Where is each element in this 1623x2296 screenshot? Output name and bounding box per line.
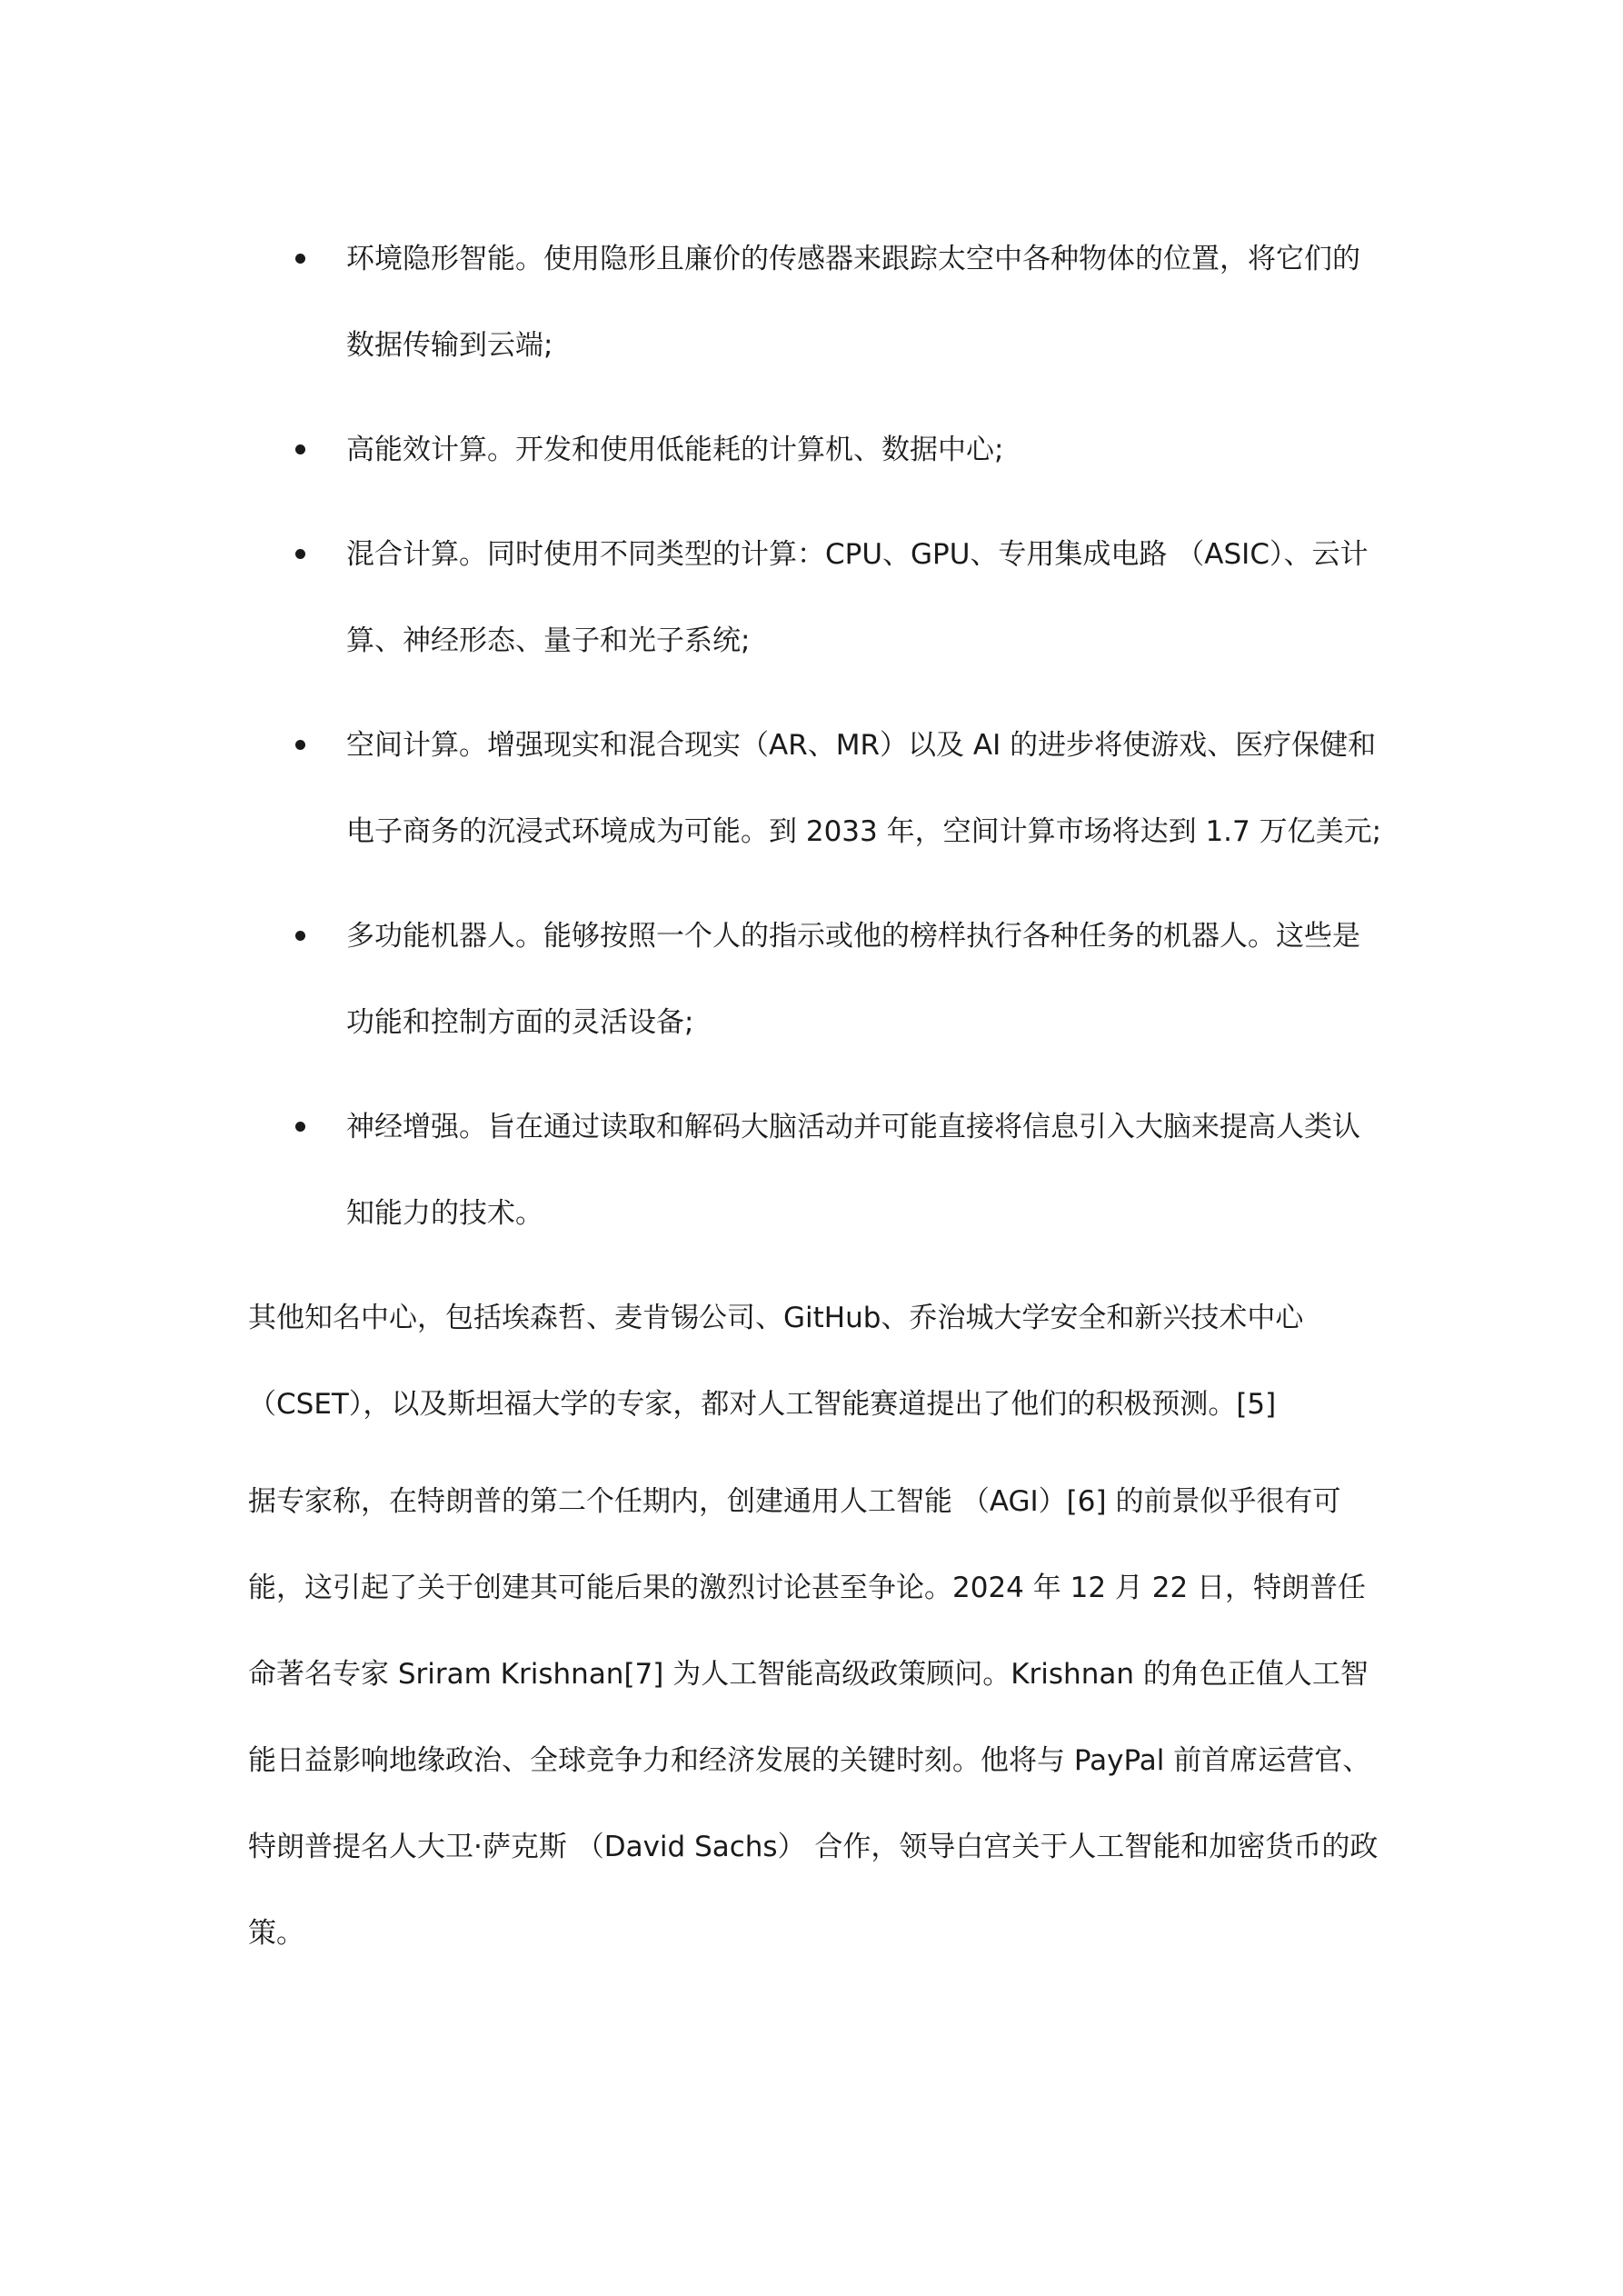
bullet-dot-icon xyxy=(295,549,305,559)
page-content xyxy=(248,216,1393,1988)
list-item xyxy=(346,893,1393,1066)
paragraph-expert-centers: 其他知名中心，包括埃森哲、麦肯锡公司、GitHub、乔治城大学安全和新兴技术中心（CSET），以及斯坦福大学的专家，都对人工智能赛道提出了他们的积极预测。[5] xyxy=(248,1302,1304,1421)
list-item xyxy=(346,512,1393,684)
bullet-list xyxy=(248,216,1393,1257)
list-item xyxy=(346,216,1393,389)
list-item xyxy=(346,1084,1393,1257)
list-item-text: 空间计算。增强现实和混合现实（AR、MR）以及 AI 的进步将使游戏、医疗保健和电子商务的沉浸式环境成为可能。到 2033 年，空间计算市场将达到 1.7 万亿美元; xyxy=(346,729,1382,848)
list-item xyxy=(346,703,1393,875)
bullet-dot-icon xyxy=(295,1122,305,1132)
list-item-text: 神经增强。旨在通过读取和解码大脑活动并可能直接将信息引入大脑来提高人类认知能力的技术。 xyxy=(346,1111,1360,1230)
list-item xyxy=(346,407,1393,494)
list-item-text: 混合计算。同时使用不同类型的计算：CPU、GPU、专用集成电路 （ASIC）、云计算、神经形态、量子和光子系统; xyxy=(346,538,1369,657)
list-item-text: 环境隐形智能。使用隐形且廉价的传感器来跟踪太空中各种物体的位置，将它们的数据传输到云端; xyxy=(346,243,1360,362)
bullet-dot-icon xyxy=(295,254,305,264)
paragraph-agi-policy: 据专家称，在特朗普的第二个任期内，创建通用人工智能 （AGI）[6] 的前景似乎很有可能，这引起了关于创建其可能后果的激烈讨论甚至争论。2024 年 12 月 22 日，特朗普任命著名专家 Sriram Krishnan[7] 为人工智能高级政策顾问。Krishnan 的角色正值人工智能日益影响地缘政治、全球竞争力和经济发展的关键时刻。他将与 PayPal 前首席运营官、特朗普提名人大卫·萨克斯 （David Sachs） 合作，领导白宫关于人工智能和加密货币的政策。 xyxy=(248,1485,1379,1950)
bullet-dot-icon xyxy=(295,931,305,941)
bullet-dot-icon xyxy=(295,444,305,454)
list-item-text: 高能效计算。开发和使用低能耗的计算机、数据中心; xyxy=(346,434,1004,466)
list-item-text: 多功能机器人。能够按照一个人的指示或他的榜样执行各种任务的机器人。这些是功能和控制方面的灵活设备; xyxy=(346,920,1360,1039)
bullet-dot-icon xyxy=(295,740,305,750)
